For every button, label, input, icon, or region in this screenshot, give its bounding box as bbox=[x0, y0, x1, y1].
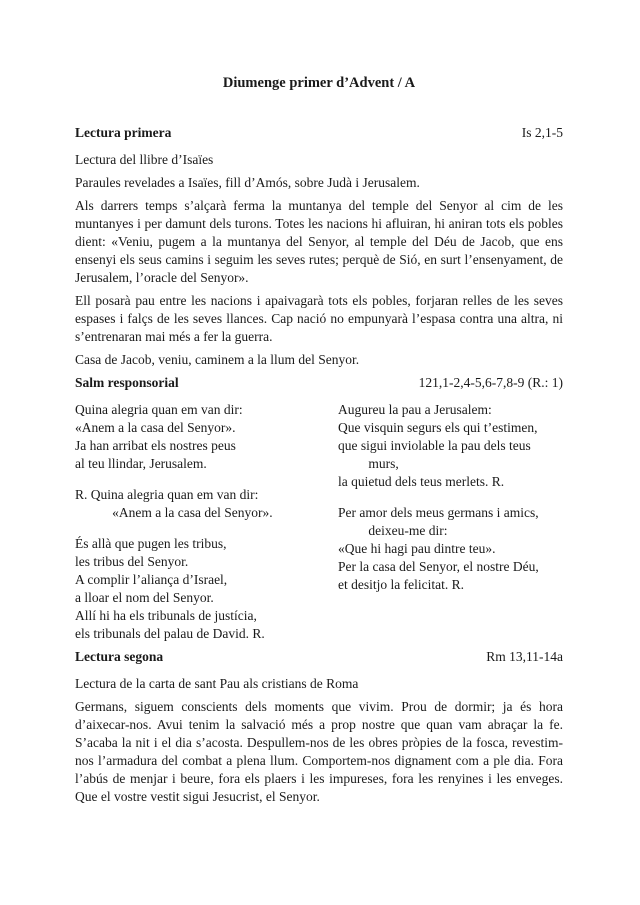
psalm-stanza bbox=[75, 535, 312, 643]
first-reading-paragraph: Paraules revelades a Isaïes, fill d’Amós, sobre Judà i Jerusalem. bbox=[75, 175, 420, 190]
verse-line: Augureu la pau a Jerusalem: bbox=[338, 402, 492, 417]
verse-line: «Anem a la casa del Senyor». bbox=[75, 420, 236, 435]
verse-line: «Que hi hagi pau dintre teu». bbox=[338, 541, 496, 556]
first-reading-heading-row bbox=[75, 124, 563, 142]
verse-line: Per amor dels meus germans i amics, bbox=[338, 505, 539, 520]
first-reading-paragraph: Casa de Jacob, veniu, caminem a la llum del Senyor. bbox=[75, 352, 360, 367]
psalm-left-column bbox=[75, 401, 312, 643]
first-reading-heading: Lectura primera bbox=[75, 125, 172, 140]
psalm-columns bbox=[75, 401, 563, 643]
verse-line: et desitjo la felicitat. R. bbox=[338, 577, 464, 592]
psalm-stanza bbox=[75, 401, 312, 473]
verse-line: deixeu-me dir: bbox=[338, 523, 448, 538]
verse-line: Per la casa del Senyor, el nostre Déu, bbox=[338, 559, 539, 574]
verse-line: És allà que pugen les tribus, bbox=[75, 536, 227, 551]
verse-line: al teu llindar, Jerusalem. bbox=[75, 456, 207, 471]
verse-line: murs, bbox=[338, 456, 399, 471]
psalm-stanza bbox=[338, 504, 563, 594]
first-reading-source: Lectura del llibre d’Isaïes bbox=[75, 152, 214, 167]
second-reading-reference: Rm 13,11-14a bbox=[486, 649, 563, 664]
page-title: Diumenge primer d’Advent / A bbox=[222, 75, 416, 91]
verse-line: A complir l’aliança d’Israel, bbox=[75, 572, 228, 587]
verse-line: Ja han arribat els nostres peus bbox=[75, 438, 236, 453]
verse-line: R. Quina alegria quan em van dir: bbox=[75, 487, 259, 502]
verse-line: que sigui inviolable la pau dels teus bbox=[338, 438, 531, 453]
psalm-right-column bbox=[338, 401, 563, 643]
second-reading-paragraph: Germans, siguem conscients dels moments que vivim. Prou de dormir; ja és hora d’aixecar-nos. Avui tenim la salvació més a prop nostre que quan vam abraçar la fe. S’acaba la nit i el dia s’acosta. Despullem-nos de les obres pròpies de la fosca, revestim-nos l’armadura del combat a plena llum. Comportem-nos dignament com a ple dia. Fora l’abús de menjar i beure, fora els plaers i les impureses, fora les renyines i les enveges. Que el vostre vestit sigui Jesucrist, el Senyor. bbox=[75, 699, 563, 804]
verse-line: «Anem a la casa del Senyor». bbox=[75, 505, 273, 520]
second-reading-source: Lectura de la carta de sant Pau als cristians de Roma bbox=[75, 676, 359, 691]
psalm-heading: Salm responsorial bbox=[75, 375, 179, 390]
verse-line: els tribunals del palau de David. R. bbox=[75, 626, 265, 641]
first-reading-reference: Is 2,1-5 bbox=[521, 125, 563, 140]
first-reading-paragraph: Ell posarà pau entre les nacions i apaivagarà tots els pobles, forjaran relles de les seves espases i falçs de les seves llances. Cap nació no empunyarà l’espasa contra una altra, ni s’entrenaran mai més a fer la guerra. bbox=[75, 293, 563, 344]
psalm-reference: 121,1-2,4-5,6-7,8-9 (R.: 1) bbox=[418, 375, 563, 390]
verse-line: Allí hi ha els tribunals de justícia, bbox=[75, 608, 257, 623]
second-reading-heading: Lectura segona bbox=[75, 649, 164, 664]
psalm-heading-row bbox=[75, 374, 563, 392]
first-reading-paragraph: Als darrers temps s’alçarà ferma la muntanya del temple del Senyor al cim de les muntanyes i per damunt dels turons. Totes les nacions hi afluiran, hi aniran tots els pobles dient: «Veniu, pugem a la muntanya del Senyor, al temple del Déu de Jacob, que ens ensenyi els seus camins i seguim les seves rutes; perquè de Sió, en surt l’ensenyament, de Jerusalem, l’oracle del Senyor». bbox=[75, 198, 563, 285]
verse-line: a lloar el nom del Senyor. bbox=[75, 590, 214, 605]
second-reading-heading-row bbox=[75, 648, 563, 666]
verse-line: Quina alegria quan em van dir: bbox=[75, 402, 243, 417]
verse-line: Que visquin segurs els qui t’estimen, bbox=[338, 420, 538, 435]
psalm-refrain bbox=[75, 486, 312, 522]
verse-line: les tribus del Senyor. bbox=[75, 554, 189, 569]
verse-line: la quietud dels teus merlets. R. bbox=[338, 474, 505, 489]
psalm-stanza bbox=[338, 401, 563, 491]
